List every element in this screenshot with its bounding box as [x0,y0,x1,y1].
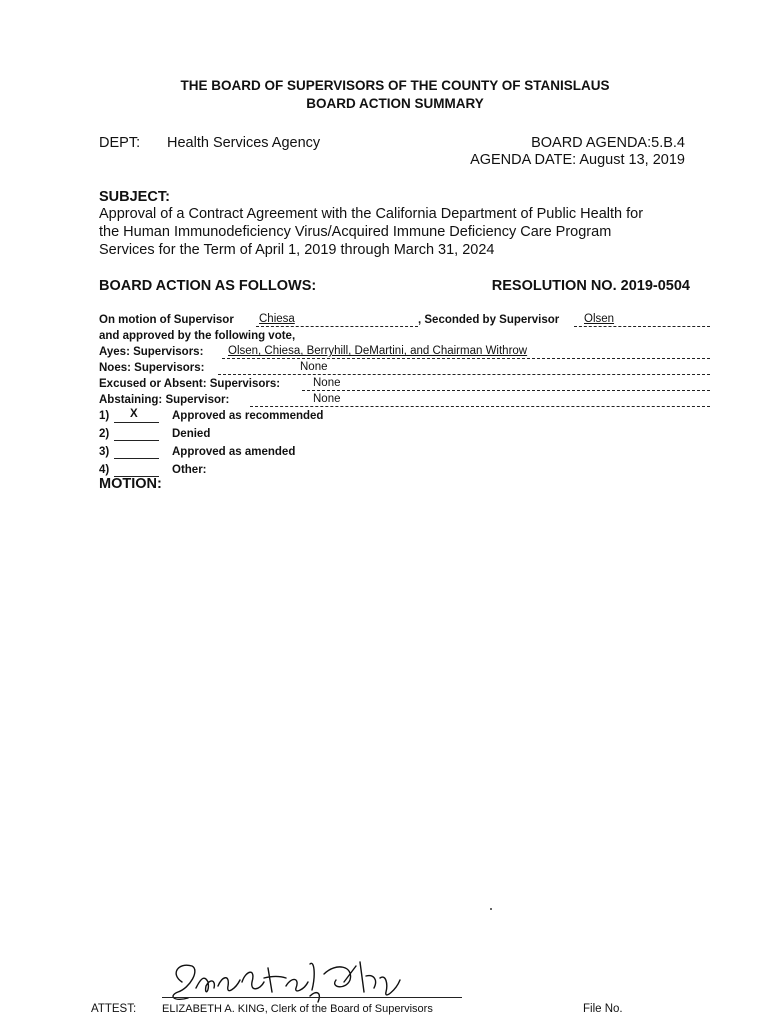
board-agenda: BOARD AGENDA:5.B.4 [531,135,685,151]
option-blank [114,440,159,441]
attest-label: ATTEST: [91,1003,137,1015]
abstaining-line [250,406,710,407]
motion-label: On motion of Supervisor [99,314,234,326]
motion-heading: MOTION: [99,476,162,492]
subject-line: Services for the Term of April 1, 2019 through March 31, 2024 [99,242,495,258]
seconded-value: Olsen [584,313,615,325]
dept-label: DEPT: [99,135,141,151]
file-number-label: File No. [583,1003,623,1015]
option-blank [114,458,159,459]
seconded-label: , Seconded by Supervisor [418,314,560,326]
excused-value: None [313,377,341,389]
ayes-value: Olsen, Chiesa, Berryhill, DeMartini, and Chairman Withrow [228,345,528,357]
signature-line [162,997,462,998]
option-label: Approved as amended [172,446,296,458]
subject-line: Approval of a Contract Agreement with the California Department of Public Health for [99,206,644,222]
noes-label: Noes: Supervisors: [99,362,205,374]
option-mark: X [130,408,138,420]
option-blank [114,422,159,423]
abstaining-label: Abstaining: Supervisor: [99,394,230,406]
excused-label: Excused or Absent: Supervisors: [99,378,281,390]
option-number: 3) [99,446,110,458]
motion-value: Chiesa [259,313,295,325]
document-subtitle: BOARD ACTION SUMMARY [306,96,484,111]
resolution-number: RESOLUTION NO. 2019-0504 [491,278,690,294]
option-number: 2) [99,428,110,440]
motion-line [256,326,418,327]
option-number: 4) [99,464,110,476]
board-action-heading: BOARD ACTION AS FOLLOWS: [99,278,317,294]
document-title: THE BOARD OF SUPERVISORS OF THE COUNTY OF STANISLAUS [180,78,610,93]
dept-value: Health Services Agency [167,135,321,151]
scan-speck [490,908,492,910]
abstaining-value: None [313,393,341,405]
option-label: Denied [172,428,211,440]
subject-heading: SUBJECT: [99,189,170,205]
seconded-line [574,326,710,327]
noes-line [218,374,710,375]
option-label: Approved as recommended [172,410,324,422]
excused-line [302,390,710,391]
approved-line: and approved by the following vote, [99,330,296,342]
subject-line: the Human Immunodeficiency Virus/Acquired Immune Deficiency Care Program [99,224,612,240]
ayes-line [222,358,710,359]
option-label: Other: [172,464,207,476]
agenda-date: AGENDA DATE: August 13, 2019 [470,152,685,168]
option-number: 1) [99,410,110,422]
noes-value: None [300,361,328,373]
clerk-name: ELIZABETH A. KING, Clerk of the Board of Supervisors [162,1003,433,1015]
ayes-label: Ayes: Supervisors: [99,346,204,358]
